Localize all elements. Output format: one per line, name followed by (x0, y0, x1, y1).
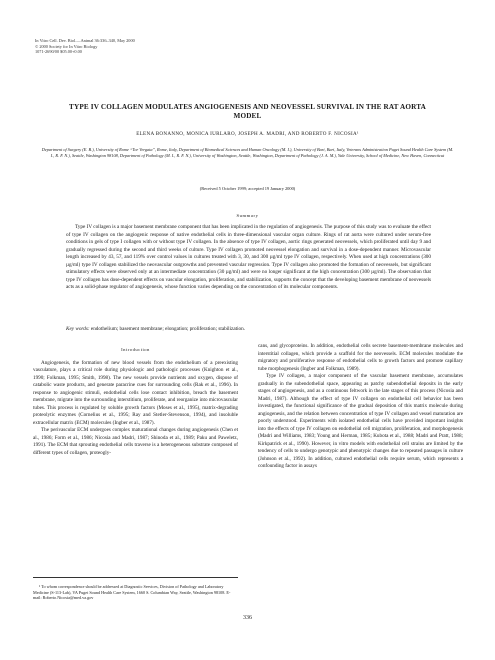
page-number: 336 (243, 615, 252, 621)
body-paragraph: cans, and glycoproteins. In addition, endothelial cells secrete basement-membrane molecules and interstitial collagen, which provide a scaffold for the neovessels. ECM molecules modulate the migratory and proliferative response of endothelial cells to growth factors and promote capillary tube morphogenesis (Ingber and Folkman, 1989). (258, 343, 463, 372)
journal-line: © 2000 Society for In Vitro Biology (35, 43, 98, 49)
received-dates: (Received 5 October 1999; accepted 19 January 2000) (199, 186, 296, 191)
journal-citation (35, 38, 135, 55)
left-column (33, 346, 238, 457)
author-affiliations: Department of Surgery (E. B.), University of Rome “Tor Vergata”, Rome, Italy, Department of Biomedical Sciences and Human Oncology (M. I.), University of Bari, Bari, Italy, Veterans Administration Puget Sound Health Care System (M. I., R. F. N.), Seattle, Washington 98108, Department of Pathology (M. I., R. F. N.), University of Washington, Seattle, Washington, Department of Pathology (J. A. M.), Yale University, School of Medicine, New Haven, Connecticut (41, 147, 454, 158)
summary-heading: Summary (236, 213, 259, 218)
introduction-heading: Introduction (121, 347, 150, 352)
body-paragraph: The perivascular ECM undergoes complex maturational changes during angiogenesis (Chen et al., 1986; Form et al., 1986; Nicosia and Madri, 1987; Shinoda et al., 1989; Paku and Paweletz, 1991). The ECM that sprouting endothelial cells traverse is a heterogeneous substrate composed of different types of collagen, proteogly- (33, 427, 238, 456)
article-title: TYPE IV COLLAGEN MODULATES ANGIOGENESIS AND NEOVESSEL SURVIVAL IN THE RAT AORTA MODEL (69, 103, 426, 120)
journal-line: In Vitro Cell. Dev. Biol.—Animal 36:336–340, May 2000 (35, 38, 135, 43)
article-authors: ELENA BONANNO, MONICA IURLARO, JOSEPH A. MADRI, AND ROBERTO F. NICOSIA¹ (136, 131, 359, 137)
body-paragraph: Angiogenesis, the formation of new blood vessels from the endothelium of a preexisting vasculature, plays a critical role during physiologic and pathologic processes (Knighton et al., 1990; Folkman, 1995; Smith, 1998). The new vessels provide nutrients and oxygen, dispose of catabolic waste products, and generate paracrine cues for surrounding cells (Rak et al., 1996). In response to angiogenic stimuli, endothelial cells lose contact inhibition, breach the basement membrane, migrate into the surrounding interstitium, proliferate, and reorganize into microvascular tubes. This process is regulated by soluble growth factors (Moses et al., 1995), matrix-degrading proteolytic enzymes (Cornelius et al., 1995; Ray and Stetler-Stevenson, 1994), and insoluble extracellular matrix (ECM) molecules (Ingber et al., 1987). (33, 359, 238, 426)
keywords-label: Key words: (66, 326, 90, 332)
keywords (66, 326, 431, 333)
body-paragraph: Type IV collagen, a major component of the vascular basement membrane, accumulates gradually in the subendothelial space, appearing as patchy subendothelial deposits in the early stages of angiogenesis, and as a continuous feltwork in the late stages of this process (Nicosia and Madri, 1987). Although the effect of type IV collagen on endothelial cell behavior has been investigated, the functional significance of the gradual deposition of this matrix molecule during angiogenesis, and the relation between concentration of type IV collagen and vessel maturation are poorly understood. Experiments with isolated endothelial cells have provided important insights into the effects of type IV collagen on endothelial cell migration, proliferation, and morphogenesis (Madri and Williams, 1983; Young and Herman, 1985; Kubota et al., 1988; Madri and Pratt, 1988; Kirkpatrick et al., 1990). However, in vitro models with endothelial cell strains are limited by the tendency of cells to undergo genotypic and phenotypic changes due to repeated passages in culture (Johnson et al., 1992). In addition, cultured endothelial cells require serum, which represents a confounding factor in assays (258, 373, 463, 469)
summary-text: Type IV collagen is a major basement membrane component that has been implicated in the regulation of angiogenesis. The purpose of this study was to evaluate the effect of type IV collagen on the angiogenic response of native endothelial cells in three-dimensional vascular organ culture. Rings of rat aorta were cultured under serum-free conditions in gels of type I collagen with or without type IV collagen. In the absence of type IV collagen, aortic rings generated neovessels, which proliferated until day 9 and gradually regressed during the second and third weeks of culture. Type IV collagen promoted neovessel elongation and survival in a dose-dependent manner. Microvascular length increased by 43, 57, and 119% over control values in cultures treated with 3, 30, and 300 µg/ml type IV collagen, respectively. When used at high concentrations (300 µg/ml) type IV collagen stabilized the neovascular outgrowths and prevented vascular regression. Type IV collagen also promoted the formation of neovessels, but significant stimulatory effects were observed only at an intermediate concentration (30 µg/ml) and were no longer significant at the high concentration (300 µg/ml). The observation that type IV collagen has dose-dependent effects on vascular elongation, proliferation, and stabilization, supports the concept that the developing basement membrane of neovessels acts as a solid-phase regulator of angiogenesis, whose function varies depending on the concentration of its molecular components. (66, 224, 431, 291)
journal-line: 1071-2690/00 $05.00+0.00 (35, 49, 82, 55)
footnote-text: ¹ To whom correspondence should be addressed at Diagnostic Services, Division of Pathology and Laboratory Medicine (S-113-Lab), VA Puget Sound Health Care System, 1660 S. Columbian Way, Seattle, Washington 98108. E-mail: Roberto.Nicosia@med.va.gov (33, 584, 231, 601)
right-column (258, 343, 463, 471)
correspondence-footnote (33, 577, 238, 601)
keywords-text: endothelium; basement membrane; elongation; proliferation; stabilization. (90, 326, 246, 332)
